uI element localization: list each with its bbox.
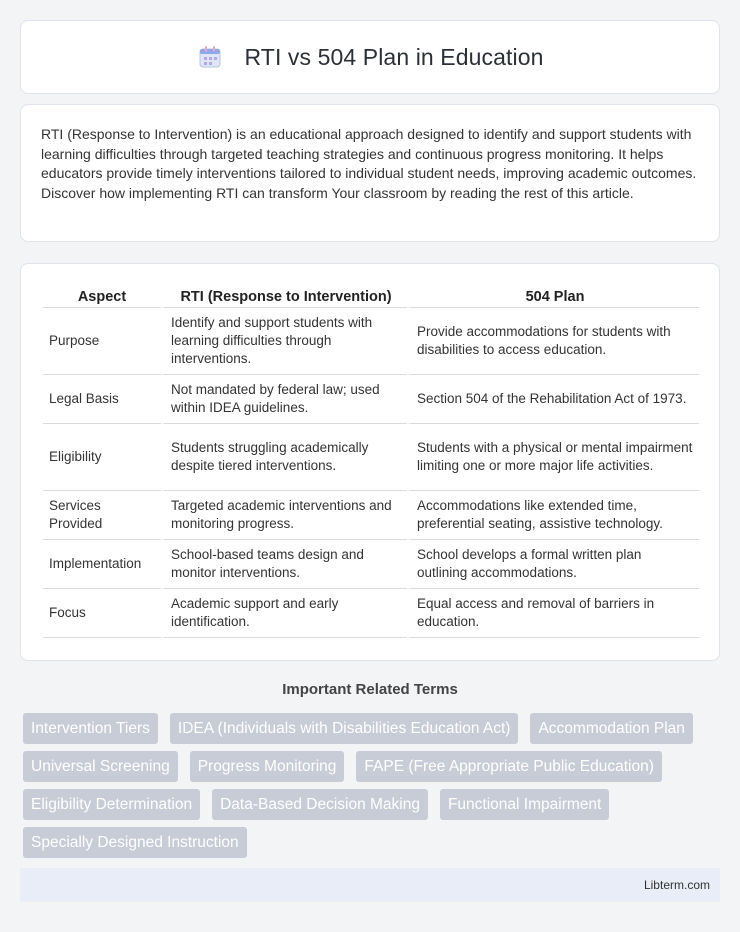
related-terms-heading: Important Related Terms — [282, 681, 458, 698]
plan504-cell: Section 504 of the Rehabilitation Act of 1973. — [407, 375, 699, 424]
rti-cell: Not mandated by federal law; used within IDEA guidelines. — [161, 375, 407, 424]
table-row — [43, 375, 699, 424]
rti-cell: Academic support and early identification. — [161, 589, 407, 638]
table-header-row — [43, 284, 699, 308]
plan504-cell: Equal access and removal of barriers in education. — [407, 589, 699, 638]
plan504-cell: Accommodations like extended time, preferential seating, assistive technology. — [407, 491, 699, 540]
rti-cell: Students struggling academically despite tiered interventions. — [161, 424, 407, 491]
term-tag[interactable]: Data-Based Decision Making — [212, 789, 428, 820]
aspect-cell: Legal Basis — [43, 375, 161, 424]
table-row — [43, 308, 699, 375]
aspect-cell: Eligibility — [43, 424, 161, 491]
term-tag[interactable]: Eligibility Determination — [23, 789, 200, 820]
aspect-cell: Focus — [43, 589, 161, 638]
footer-site-link[interactable]: Libterm.com — [643, 878, 710, 892]
aspect-cell: Services Provided — [43, 491, 161, 540]
aspect-cell: Purpose — [43, 308, 161, 375]
table-row — [43, 491, 699, 540]
rti-cell: Targeted academic interventions and monitoring progress. — [161, 491, 407, 540]
plan504-cell: Provide accommodations for students with disabilities to access education. — [407, 308, 699, 375]
table-row — [43, 424, 699, 491]
rti-cell: School-based teams design and monitor interventions. — [161, 540, 407, 589]
term-tag[interactable]: Intervention Tiers — [23, 713, 158, 744]
term-tag[interactable]: Progress Monitoring — [190, 751, 345, 782]
table-row — [43, 589, 699, 638]
comparison-table — [43, 284, 699, 638]
aspect-cell: Implementation — [43, 540, 161, 589]
footer — [20, 868, 720, 902]
column-header-aspect: Aspect — [43, 284, 161, 308]
table-row — [43, 540, 699, 589]
related-terms-list — [20, 712, 720, 864]
intro-card — [20, 104, 720, 242]
intro-paragraph: RTI (Response to Intervention) is an educational approach designed to identify and support students with learning difficulties through targeted teaching strategies and continuous progress monitoring. It helps educators provide timely interventions tailored to individual student needs, improving academic outcomes. Discover how implementing RTI can transform Your classroom by reading the rest of this article. — [41, 126, 697, 201]
calendar-icon — [197, 44, 223, 70]
column-header-504: 504 Plan — [407, 284, 699, 308]
term-tag[interactable]: Functional Impairment — [440, 789, 609, 820]
term-tag[interactable]: Accommodation Plan — [530, 713, 692, 744]
term-tag[interactable]: IDEA (Individuals with Disabilities Education Act) — [170, 713, 519, 744]
rti-cell: Identify and support students with learning difficulties through interventions. — [161, 308, 407, 375]
term-tag[interactable]: Specially Designed Instruction — [23, 827, 247, 858]
term-tag[interactable]: FAPE (Free Appropriate Public Education) — [356, 751, 661, 782]
term-tag[interactable]: Universal Screening — [23, 751, 178, 782]
plan504-cell: Students with a physical or mental impairment limiting one or more major life activities. — [407, 424, 699, 491]
comparison-table-card — [20, 263, 720, 661]
page-title: RTI vs 504 Plan in Education — [244, 43, 544, 70]
header-card — [20, 20, 720, 94]
column-header-rti: RTI (Response to Intervention) — [161, 284, 407, 308]
plan504-cell: School develops a formal written plan outlining accommodations. — [407, 540, 699, 589]
